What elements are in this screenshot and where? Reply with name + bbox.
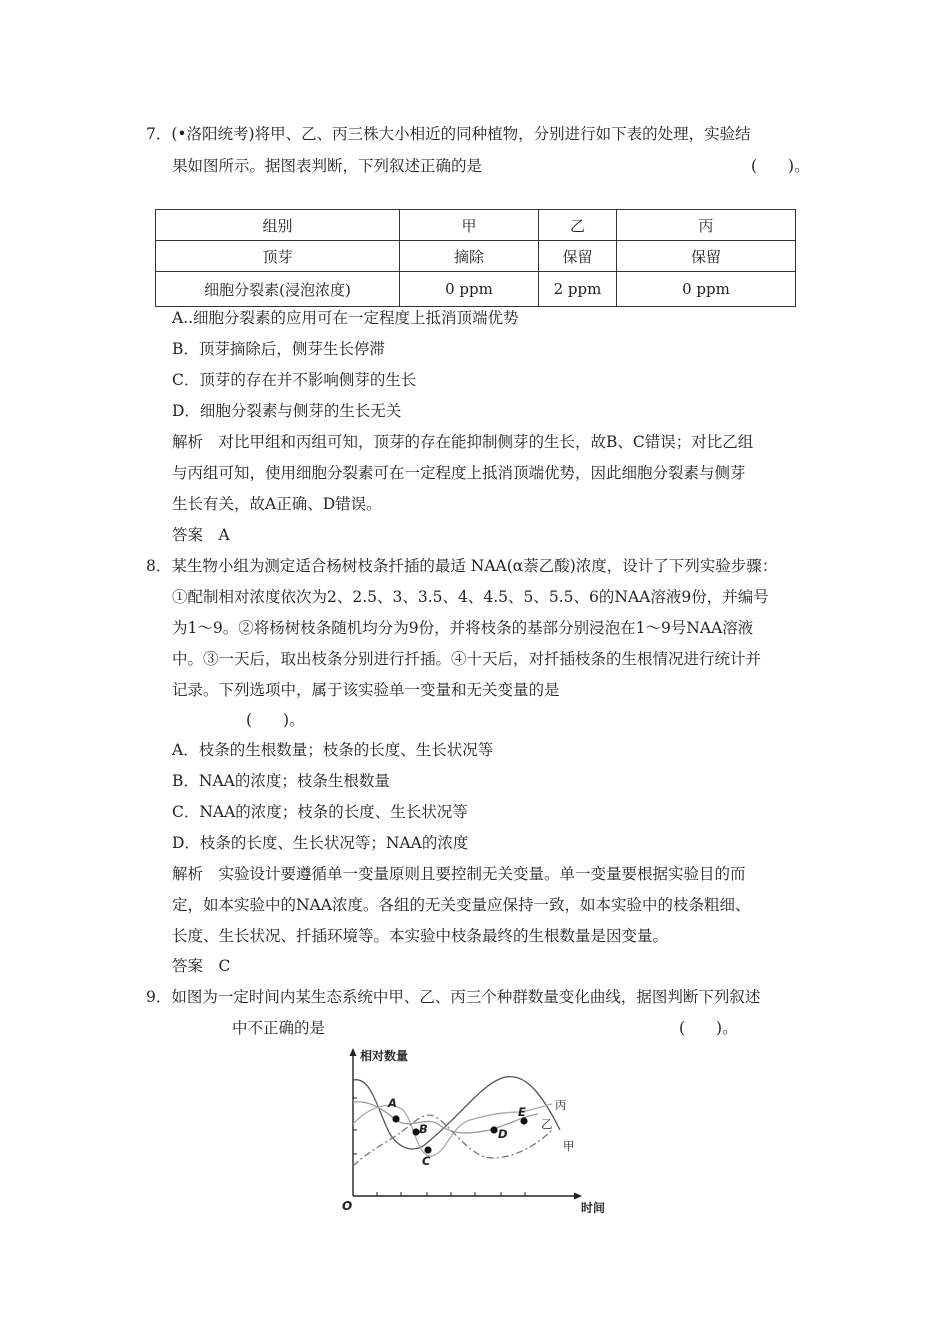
table-cell: 0 ppm <box>617 272 796 307</box>
q7-analysis-line3: 生长有关，故A正确、D错误。 <box>172 495 382 513</box>
q7-analysis-line2: 与丙组可知，使用细胞分裂素可在一定程度上抵消顶端优势，因此细胞分裂素与侧芽 <box>172 464 746 482</box>
point-b-label: B <box>419 1122 428 1136</box>
table-cell: 0 ppm <box>400 272 539 307</box>
q8-answer-paren: ( )。 <box>246 711 305 729</box>
q7-option-a: A..细胞分裂素的应用可在一定程度上抵消顶端优势 <box>172 309 519 327</box>
point-a-marker <box>392 1115 399 1122</box>
q9-answer-paren: ( )。 <box>679 1019 738 1037</box>
table-row <box>156 272 796 307</box>
q9-stem-line2: 中不正确的是 <box>232 1019 326 1037</box>
q8-stem-line5: 记录。下列选项中，属于该实验单一变量和无关变量的是 <box>172 681 560 699</box>
population-curve-figure <box>330 1046 620 1218</box>
x-axis-arrow <box>574 1193 582 1200</box>
point-c-label: C <box>422 1154 431 1168</box>
table-cell: 甲 <box>400 210 539 241</box>
y-axis-label: 相对数量 <box>360 1049 409 1063</box>
y-axis-arrow <box>350 1048 357 1056</box>
table-cell: 丙 <box>617 210 796 241</box>
q8-answer: 答案 C <box>172 957 231 975</box>
q7-option-c: C．顶芽的存在并不影响侧芽的生长 <box>172 371 417 389</box>
origin-label: O <box>342 1199 353 1213</box>
table-cell: 摘除 <box>400 241 539 272</box>
point-a-label: A <box>388 1096 397 1110</box>
q8-stem-line2: ①配制相对浓度依次为2、2.5、3、3.5、4、4.5、5、5.5、6的NAA溶液9份，并编号 <box>172 588 769 606</box>
q7-option-b: B．顶芽摘除后，侧芽生长停滞 <box>172 340 385 358</box>
table-row <box>156 241 796 272</box>
q8-analysis-line3: 长度、生长状况、扦插环境等。本实验中枝条最终的生根数量是因变量。 <box>172 927 669 945</box>
q7-stem-line1: 7．(•洛阳统考)将甲、乙、丙三株大小相近的同种植物，分别进行如下表的处理，实验结 <box>146 125 751 143</box>
q8-stem-line1: 8．某生物小组为测定适合杨树枝条扦插的最适 NAA(α萘乙酸)浓度，设计了下列实验步骤： <box>146 557 778 575</box>
series-bing-label: 丙 <box>555 1098 567 1112</box>
q8-option-b: B．NAA的浓度；枝条生根数量 <box>172 772 390 790</box>
table-cell: 保留 <box>539 241 617 272</box>
q7-option-d: D．细胞分裂素与侧芽的生长无关 <box>172 402 402 420</box>
curve-jia <box>353 1077 560 1149</box>
series-jia-label: 甲 <box>563 1139 575 1153</box>
q8-analysis-line1: 解析 实验设计要遵循单一变量原则且要控制无关变量。单一变量要根据实验目的而 <box>172 865 746 883</box>
table-cell: 保留 <box>617 241 796 272</box>
q8-analysis-line2: 定，如本实验中的NAA浓度。各组的无关变量应保持一致，如本实验中的枝条粗细、 <box>172 896 751 914</box>
point-d-label: D <box>498 1127 508 1141</box>
q7-answer: 答案 A <box>172 526 230 544</box>
series-yi-label: 乙 <box>541 1117 553 1131</box>
q8-option-a: A．枝条的生根数量；枝条的长度、生长状况等 <box>172 741 494 759</box>
q8-stem-line4: 中。③一天后，取出枝条分别进行扦插。④十天后，对扦插枝条的生根情况进行统计并 <box>172 650 762 668</box>
table-row <box>156 210 796 241</box>
q8-option-d: D．枝条的长度、生长状况等；NAA的浓度 <box>172 834 469 852</box>
q9-stem-line1: 9．如图为一定时间内某生态系统中甲、乙、丙三个种群数量变化曲线，据图判断下列叙述 <box>146 988 761 1006</box>
table-cell: 组别 <box>156 210 400 241</box>
q8-option-c: C．NAA的浓度；枝条的长度、生长状况等 <box>172 803 468 821</box>
table-cell: 乙 <box>539 210 617 241</box>
q8-stem-line3: 为1～9。②将杨树枝条随机均分为9份，并将枝条的基部分别浸泡在1～9号NAA溶液 <box>172 619 754 637</box>
point-e-label: E <box>518 1105 526 1119</box>
table-cell: 细胞分裂素(浸泡浓度) <box>156 272 400 307</box>
table-cell: 2 ppm <box>539 272 617 307</box>
point-d-marker <box>490 1126 497 1133</box>
q7-stem-line2: 果如图所示。据图表判断，下列叙述正确的是 <box>172 157 483 175</box>
table-cell: 顶芽 <box>156 241 400 272</box>
q7-analysis-line1: 解析 对比甲组和丙组可知，顶芽的存在能抑制侧芽的生长，故B、C错误；对比乙组 <box>172 433 754 451</box>
x-axis-label: 时间 <box>581 1201 606 1215</box>
point-c-marker <box>424 1146 431 1153</box>
q7-answer-paren: ( )。 <box>751 157 810 175</box>
treatment-table <box>155 209 796 307</box>
